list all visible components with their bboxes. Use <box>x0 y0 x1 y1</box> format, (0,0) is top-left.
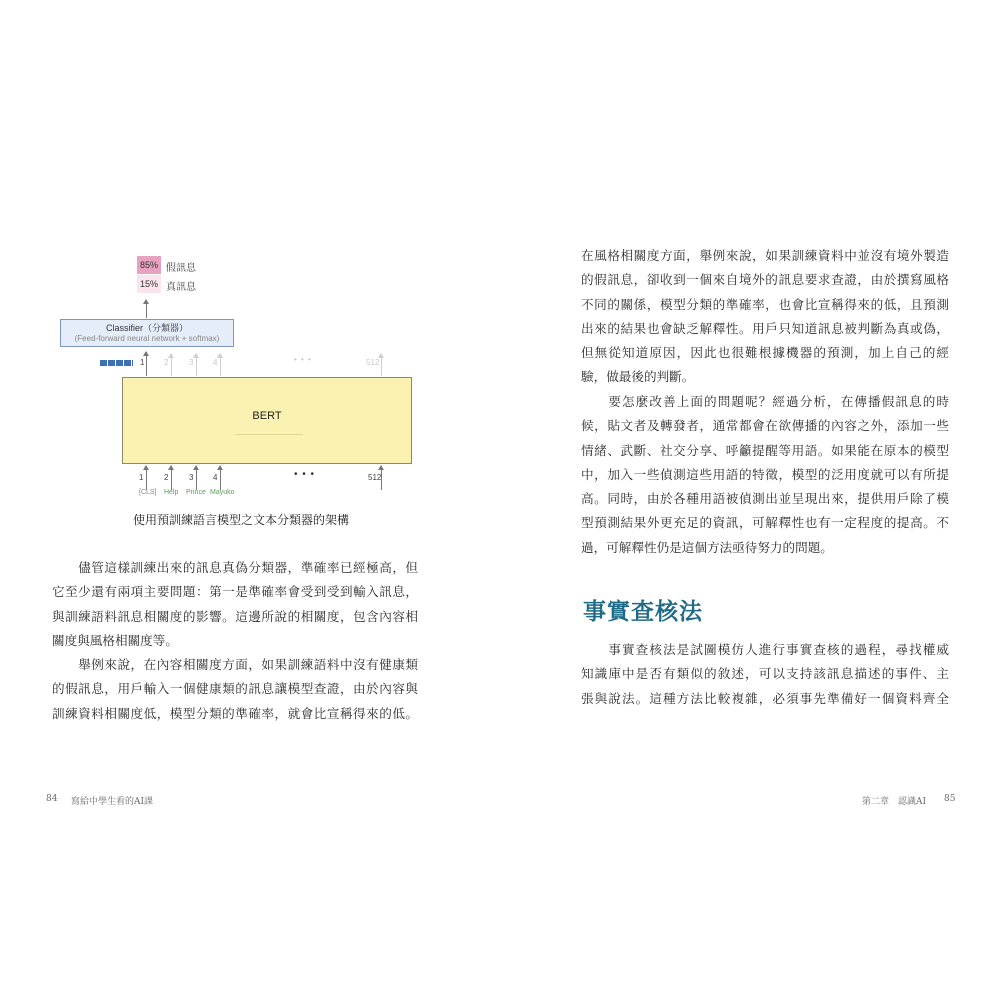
output-real-label: 真訊息 <box>166 282 196 293</box>
right-page-number: 85 <box>944 794 956 804</box>
left-running-title: 寫給中學生看的AI課 <box>71 797 154 807</box>
right-paragraph-1 <box>581 244 949 390</box>
text-line: 的假訊息，用戶輸入一個健康類的訊息讓模型查證，由於內容與 <box>52 681 418 697</box>
top-index-4: 4 <box>213 358 218 367</box>
left-paragraph-1 <box>52 556 418 653</box>
top-arrow-3 <box>196 354 197 376</box>
bert-label: BERT <box>252 410 282 422</box>
right-paragraph-3 <box>581 638 949 711</box>
text-line: 過，可解釋性仍是這個方法亟待努力的問題。 <box>581 539 833 555</box>
text-line: 事實查核法是試圖模仿人進行事實查核的過程，尋找權威 <box>581 642 949 657</box>
text-line: 中，加入一些偵測這些用語的特徵，模型的泛用度就可以有所提 <box>581 466 949 482</box>
right-paragraph-2 <box>581 390 949 560</box>
input-index-4: 4 <box>213 473 218 482</box>
output-real-percent: 15% <box>137 275 161 293</box>
input-index-3: 3 <box>189 473 194 482</box>
text-line: 要怎麼改善上面的問題呢？經過分析，在傳播假訊息的時 <box>581 394 949 409</box>
bert-block <box>122 377 412 464</box>
classifier-title: Classifier（分類器） <box>105 323 188 333</box>
text-line: 情緒、武斷、社交分享、呼籲提醒等用語。如果能在原本的模型 <box>581 442 949 458</box>
text-line: 舉例來說，在內容相關度方面，如果訓練語料中沒有健康類 <box>52 657 418 672</box>
text-line: 訓練資料相關度低，模型分類的準確率，就會比宣稱得來的低。 <box>52 705 418 721</box>
input-arrow-2 <box>171 466 172 490</box>
top-index-1: 1 <box>140 358 145 367</box>
token-prince: Prince <box>186 489 206 496</box>
top-index-2: 2 <box>164 358 169 367</box>
left-paragraph-2 <box>52 653 418 726</box>
input-ellipsis: • • • <box>294 469 316 480</box>
text-line: 但無從知道原因，因此也很難根據機器的預測，加上自己的經 <box>581 345 949 361</box>
right-running-chapter: 第二章 認識AI <box>862 797 927 807</box>
text-line: 型預測結果外更充足的資訊，可解釋性也有一定程度的提高。不 <box>581 515 949 531</box>
text-line: 在風格相關度方面，舉例來說，如果訓練資料中並沒有境外製造 <box>581 248 949 263</box>
text-line: 候，貼文者及轉發者，通常都會在欲傳播的內容之外，添加一些 <box>581 418 949 434</box>
classifier-box <box>60 319 234 347</box>
input-arrow-3 <box>196 466 197 490</box>
top-index-3: 3 <box>189 358 194 367</box>
text-line: 的假訊息，卻收到一個來自境外的訊息要求查證，由於撰寫風格 <box>581 272 949 288</box>
input-arrow-1 <box>146 466 147 490</box>
text-line: 高。同時，由於各種用語被偵測出並呈現出來，提供用戶除了模 <box>581 491 949 507</box>
output-fake-percent: 85% <box>137 256 161 274</box>
classifier-subtitle: (Feed-forward neural network + softmax) <box>74 334 220 343</box>
token-help: Help <box>164 489 179 496</box>
text-line: 驗，做最後的判斷。 <box>581 369 695 385</box>
text-line: 出來的結果也會缺乏解釋性。用戶只知道訊息被判斷為真或偽， <box>581 320 949 336</box>
input-index-2: 2 <box>164 473 169 482</box>
cls-output-arrow <box>146 352 147 376</box>
text-line: 儘管這樣訓練出來的訊息真偽分類器，準確率已經極高，但 <box>52 560 418 575</box>
cls-embedding-vector <box>100 360 133 366</box>
output-fake-label: 假訊息 <box>166 263 196 274</box>
figure-caption: 使用預訓練語言模型之文本分類器的架構 <box>132 513 349 527</box>
left-page-number: 84 <box>46 794 58 804</box>
text-line: 與訓練語料訊息相關度的影響。這邊所說的相關度，包含內容相 <box>52 608 418 624</box>
top-ellipsis: • • • <box>294 355 312 364</box>
top-arrow-4 <box>220 354 221 376</box>
top-arrow-512 <box>381 354 382 376</box>
input-index-1: 1 <box>139 473 144 482</box>
text-line: 張與說法。這種方法比較複雜，必須事先準備好一個資料齊全 <box>581 690 949 706</box>
top-index-512: 512 <box>366 358 380 367</box>
token-cls: [CLS] <box>139 489 157 496</box>
text-line: 不同的關係，模型分類的準確率，也會比宣稱得來的低，且預測 <box>581 296 949 312</box>
token-mayuko: Mayuko <box>210 489 235 496</box>
text-line: 它至少還有兩項主要問題：第一是準確率會受到受到輸入訊息， <box>52 584 418 600</box>
section-heading: 事實查核法 <box>583 599 703 625</box>
text-line: 關度與風格相關度等。 <box>52 632 178 648</box>
input-index-512: 512 <box>368 473 382 482</box>
text-line: 知識庫中是否有類似的敘述，可以支持該訊息描述的事件、主 <box>581 666 949 682</box>
bert-underline <box>235 434 303 435</box>
classifier-output-arrow <box>146 300 147 318</box>
top-arrow-2 <box>171 354 172 376</box>
input-arrow-4 <box>220 466 221 490</box>
